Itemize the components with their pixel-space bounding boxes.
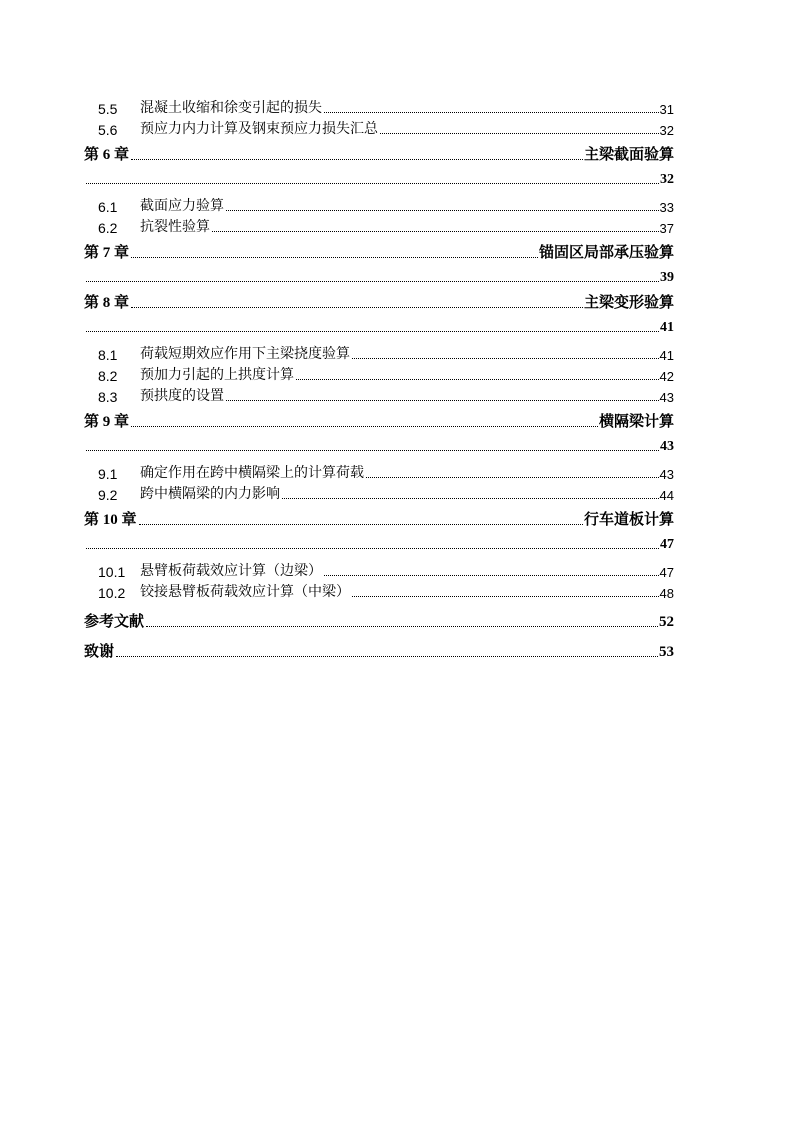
page-number: 47 <box>659 565 674 580</box>
section-title: 预加力引起的上拱度计算 <box>140 367 294 383</box>
section-title: 抗裂性验算 <box>140 219 210 235</box>
toc-chapter-entry[interactable] <box>84 288 674 312</box>
toc-chapter-page-row <box>84 431 674 455</box>
chapter-title: 主梁截面验算 <box>583 145 674 163</box>
acknowledgements-title: 致谢 <box>84 642 115 660</box>
chapter-label: 第 7 章 <box>84 245 130 261</box>
dot-leader <box>86 330 659 332</box>
dot-leader <box>366 476 659 478</box>
section-title: 预应力内力计算及钢束预应力损失汇总 <box>140 121 378 137</box>
toc-chapter-page-row <box>84 164 674 188</box>
table-of-contents <box>84 96 674 661</box>
page-number: 47 <box>660 537 674 552</box>
toc-entry[interactable] <box>84 461 674 482</box>
section-number: 10.2 <box>98 585 126 601</box>
dot-leader <box>324 111 659 113</box>
dot-leader <box>282 497 659 499</box>
section-title: 预拱度的设置 <box>140 388 224 404</box>
toc-entry[interactable] <box>84 482 674 503</box>
chapter-label: 第 8 章 <box>84 295 130 311</box>
page-number: 39 <box>660 270 674 285</box>
chapter-label: 第 10 章 <box>84 512 137 528</box>
toc-references-entry[interactable] <box>84 601 674 631</box>
chapter-title: 行车道板计算 <box>583 510 674 528</box>
section-number: 8.3 <box>98 389 118 405</box>
dot-leader <box>212 230 659 232</box>
section-title: 确定作用在跨中横隔梁上的计算荷载 <box>140 465 364 481</box>
toc-entry[interactable] <box>84 117 674 138</box>
chapter-label: 第 6 章 <box>84 147 130 163</box>
dot-leader <box>131 256 538 258</box>
section-title: 混凝土收缩和徐变引起的损失 <box>140 100 322 116</box>
dot-leader <box>146 625 658 627</box>
page-number: 52 <box>659 614 674 630</box>
toc-entry[interactable] <box>84 363 674 384</box>
toc-chapter-entry[interactable] <box>84 505 674 529</box>
toc-chapter-entry[interactable] <box>84 140 674 164</box>
toc-entry[interactable] <box>84 384 674 405</box>
page-number: 31 <box>659 102 674 117</box>
dot-leader <box>86 182 659 184</box>
dot-leader <box>352 595 659 597</box>
chapter-title: 锚固区局部承压验算 <box>538 243 674 261</box>
references-title: 参考文献 <box>84 612 145 630</box>
page-number: 37 <box>659 221 674 236</box>
section-number: 8.2 <box>98 368 118 384</box>
toc-acknowledgements-entry[interactable] <box>84 631 674 661</box>
toc-entry[interactable] <box>84 215 674 236</box>
toc-entry[interactable] <box>84 96 674 117</box>
page-number: 53 <box>659 644 674 660</box>
toc-chapter-page-row <box>84 262 674 286</box>
dot-leader <box>116 655 658 657</box>
section-number: 6.2 <box>98 220 118 236</box>
page-number: 44 <box>659 488 674 503</box>
section-title: 荷载短期效应作用下主梁挠度验算 <box>140 346 350 362</box>
section-title: 悬臂板荷载效应计算（边梁） <box>140 563 322 579</box>
page-number: 42 <box>659 369 674 384</box>
page-number: 48 <box>659 586 674 601</box>
dot-leader <box>226 399 659 401</box>
chapter-title: 横隔梁计算 <box>598 412 674 430</box>
toc-entry[interactable] <box>84 559 674 580</box>
dot-leader <box>131 306 583 308</box>
dot-leader <box>380 132 659 134</box>
toc-entry[interactable] <box>84 194 674 215</box>
section-number: 5.5 <box>98 101 118 117</box>
section-title: 铰接悬臂板荷载效应计算（中梁） <box>140 584 350 600</box>
section-number: 5.6 <box>98 122 118 138</box>
section-number: 10.1 <box>98 564 126 580</box>
page-number: 43 <box>659 390 674 405</box>
chapter-label: 第 9 章 <box>84 414 130 430</box>
page-number: 43 <box>659 467 674 482</box>
toc-chapter-page-row <box>84 312 674 336</box>
page-number: 32 <box>659 123 674 138</box>
dot-leader <box>86 547 659 549</box>
dot-leader <box>296 378 659 380</box>
section-number: 9.2 <box>98 487 118 503</box>
section-number: 6.1 <box>98 199 118 215</box>
dot-leader <box>226 209 659 211</box>
dot-leader <box>86 280 659 282</box>
section-number: 9.1 <box>98 466 118 482</box>
dot-leader <box>131 425 598 427</box>
page-number: 33 <box>659 200 674 215</box>
toc-chapter-entry[interactable] <box>84 407 674 431</box>
toc-entry[interactable] <box>84 580 674 601</box>
dot-leader <box>139 523 583 525</box>
page-number: 32 <box>660 172 674 187</box>
dot-leader <box>86 449 659 451</box>
toc-entry[interactable] <box>84 342 674 363</box>
dot-leader <box>324 574 659 576</box>
toc-chapter-page-row <box>84 529 674 553</box>
page-number: 41 <box>659 348 674 363</box>
section-number: 8.1 <box>98 347 118 363</box>
dot-leader <box>352 357 659 359</box>
chapter-title: 主梁变形验算 <box>583 293 674 311</box>
toc-chapter-entry[interactable] <box>84 238 674 262</box>
section-title: 截面应力验算 <box>140 198 224 214</box>
dot-leader <box>131 158 583 160</box>
section-title: 跨中横隔梁的内力影响 <box>140 486 280 502</box>
page-number: 41 <box>660 320 674 335</box>
page-number: 43 <box>660 439 674 454</box>
